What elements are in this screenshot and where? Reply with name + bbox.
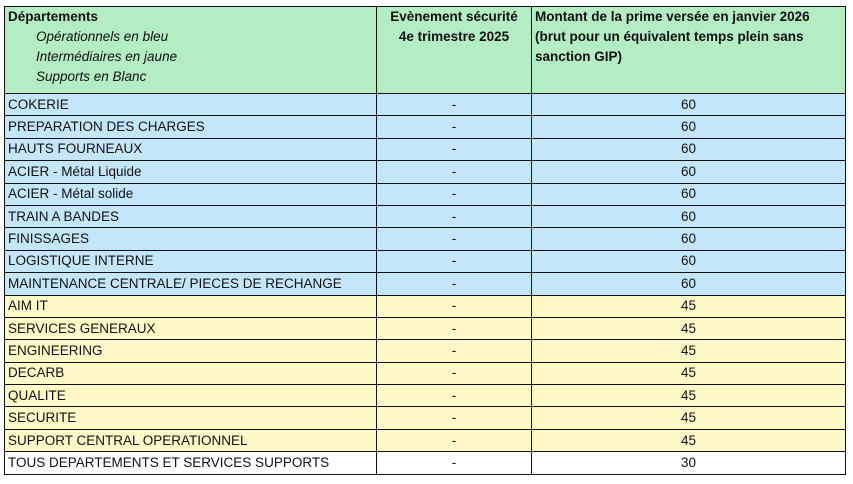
header-montant-line3: sanction GIP) [535, 49, 623, 64]
event-cell[interactable]: - [377, 340, 532, 362]
table-row [5, 273, 846, 295]
department-cell[interactable]: PREPARATION DES CHARGES [5, 116, 377, 138]
amount-cell[interactable]: 60 [532, 183, 846, 205]
department-cell[interactable]: HAUTS FOURNEAUX [5, 138, 377, 160]
header-montant-line1: Montant de la prime versée en janvier 2026 [535, 9, 810, 24]
amount-cell[interactable]: 60 [532, 250, 846, 272]
table-row [5, 362, 846, 384]
event-cell[interactable]: - [377, 138, 532, 160]
department-cell[interactable]: ACIER - Métal Liquide [5, 161, 377, 183]
department-cell[interactable]: LOGISTIQUE INTERNE [5, 250, 377, 272]
department-cell[interactable]: QUALITE [5, 385, 377, 407]
table-row [5, 161, 846, 183]
amount-cell[interactable]: 60 [532, 138, 846, 160]
table-row [5, 138, 846, 160]
event-cell[interactable]: - [377, 161, 532, 183]
amount-cell[interactable]: 60 [532, 205, 846, 227]
amount-cell[interactable]: 45 [532, 340, 846, 362]
amount-cell[interactable]: 45 [532, 362, 846, 384]
legend-supports: Supports en Blanc [36, 69, 147, 84]
amount-cell[interactable]: 60 [532, 161, 846, 183]
table-row [5, 250, 846, 272]
event-cell[interactable]: - [377, 228, 532, 250]
legend-intermediaires: Intermédiaires en jaune [36, 49, 178, 64]
event-cell[interactable]: - [377, 205, 532, 227]
amount-cell[interactable]: 60 [532, 228, 846, 250]
table-row [5, 94, 846, 116]
table-body [5, 94, 846, 475]
table-row [5, 228, 846, 250]
table-row [5, 317, 846, 339]
department-cell[interactable]: SERVICES GENERAUX [5, 317, 377, 339]
table-row [5, 183, 846, 205]
department-cell[interactable]: ENGINEERING [5, 340, 377, 362]
department-cell[interactable]: SECURITE [5, 407, 377, 429]
amount-cell[interactable]: 45 [532, 407, 846, 429]
amount-cell[interactable]: 60 [532, 94, 846, 116]
department-cell[interactable]: FINISSAGES [5, 228, 377, 250]
department-cell[interactable]: DECARB [5, 362, 377, 384]
table-row [5, 340, 846, 362]
amount-cell[interactable]: 30 [532, 452, 846, 474]
amount-cell[interactable]: 45 [532, 385, 846, 407]
amount-cell[interactable]: 45 [532, 295, 846, 317]
event-cell[interactable]: - [377, 407, 532, 429]
event-cell[interactable]: - [377, 385, 532, 407]
table-row [5, 295, 846, 317]
table-row [5, 407, 846, 429]
legend-operationnels: Opérationnels en bleu [36, 29, 169, 44]
event-cell[interactable]: - [377, 273, 532, 295]
department-cell[interactable]: ACIER - Métal solide [5, 183, 377, 205]
table-row [5, 116, 846, 138]
amount-cell[interactable]: 60 [532, 116, 846, 138]
header-departements [5, 7, 377, 94]
department-cell[interactable]: AIM IT [5, 295, 377, 317]
header-departements-title: Départements [8, 9, 99, 24]
table-row [5, 452, 846, 474]
event-cell[interactable]: - [377, 116, 532, 138]
event-cell[interactable]: - [377, 250, 532, 272]
department-cell[interactable]: COKERIE [5, 94, 377, 116]
event-cell[interactable]: - [377, 295, 532, 317]
header-evenement [377, 7, 532, 94]
amount-cell[interactable]: 45 [532, 429, 846, 451]
header-montant [532, 7, 846, 94]
department-cell[interactable]: SUPPORT CENTRAL OPERATIONNEL [5, 429, 377, 451]
event-cell[interactable]: - [377, 362, 532, 384]
event-cell[interactable]: - [377, 429, 532, 451]
department-cell[interactable]: MAINTENANCE CENTRALE/ PIECES DE RECHANGE [5, 273, 377, 295]
amount-cell[interactable]: 60 [532, 273, 846, 295]
table-row [5, 429, 846, 451]
table-row [5, 385, 846, 407]
department-cell[interactable]: TOUS DEPARTEMENTS ET SERVICES SUPPORTS [5, 452, 377, 474]
event-cell[interactable]: - [377, 317, 532, 339]
event-cell[interactable]: - [377, 183, 532, 205]
department-cell[interactable]: TRAIN A BANDES [5, 205, 377, 227]
header-row [5, 7, 846, 94]
table-row [5, 205, 846, 227]
event-cell[interactable]: - [377, 452, 532, 474]
header-montant-line2: (brut pour un équivalent temps plein sans [535, 29, 804, 44]
amount-cell[interactable]: 45 [532, 317, 846, 339]
header-evenement-line1: Evènement sécurité [390, 9, 518, 24]
event-cell[interactable]: - [377, 94, 532, 116]
prime-table [4, 6, 846, 475]
header-evenement-line2: 4e trimestre 2025 [398, 29, 510, 44]
